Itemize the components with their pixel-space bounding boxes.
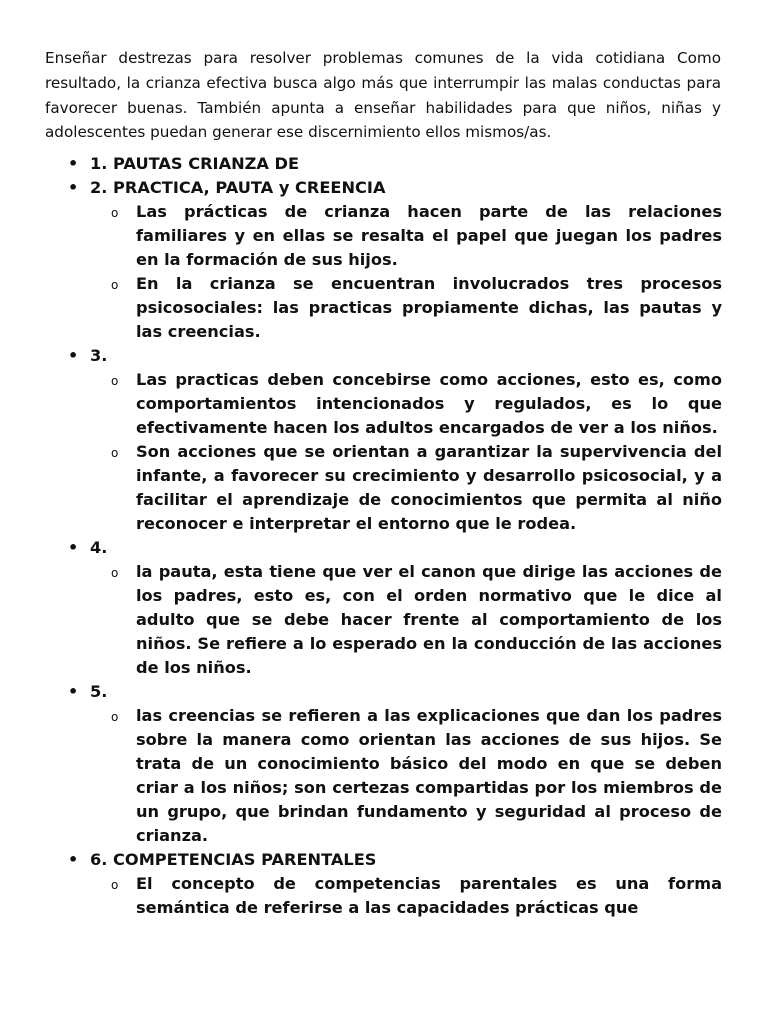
sub-list-item — [111, 368, 722, 440]
sub-list-item — [111, 872, 722, 920]
sub-list-item-text: la pauta, esta tiene que ver el canon que dirige las acciones de los padres, esto es, con el orden normativo que le dice al adulto que se debe hacer frente al comportamiento de los niños. Se refiere a lo esperado en la conducción de las acciones de los niños. — [136, 562, 722, 677]
outline-item — [0, 176, 722, 344]
bullet-icon: • — [68, 682, 79, 701]
circle-bullet-icon: o — [111, 278, 119, 292]
sub-list-item-text: Son acciones que se orientan a garantizar la supervivencia del infante, a favorecer su crecimiento y desarrollo psicosocial, y a facilitar el aprendizaje de conocimientos que permita al niño reconocer e interpretar el entorno que le rodea. — [136, 442, 722, 533]
intro-paragraph: Enseñar destrezas para resolver problemas comunes de la vida cotidiana Como resultado, la crianza efectiva busca algo más que interrumpir las malas conductas para favorecer buenas. También apunta a enseñar habilidades para que niños, niñas y adolescentes puedan generar ese discernimiento ellos mismos/as. — [45, 49, 721, 142]
sub-list-item-text: En la crianza se encuentran involucrados tres procesos psicosociales: las practicas propiamente dichas, las pautas y las creencias. — [136, 274, 722, 341]
outline-item — [0, 536, 722, 680]
sub-list-item-text: El concepto de competencias parentales es una forma semántica de referirse a las capacidades prácticas que — [136, 874, 722, 917]
circle-bullet-icon: o — [111, 374, 119, 388]
outline-item-title: 3. — [90, 346, 108, 365]
circle-bullet-icon: o — [111, 206, 119, 220]
outline-item-title: 1. PAUTAS CRIANZA DE — [90, 154, 300, 173]
bullet-icon: • — [68, 538, 79, 557]
sub-list-item-text: las creencias se refieren a las explicaciones que dan los padres sobre la manera como orientan las acciones de sus hijos. Se trata de un conocimiento básico del modo en que se deben criar a los niños; son certezas compartidas por los miembros de un grupo, que brindan fundamento y seguridad al proceso de crianza. — [136, 706, 722, 845]
sub-list-item — [111, 560, 722, 680]
circle-bullet-icon: o — [111, 710, 119, 724]
sub-list-item-text: Las prácticas de crianza hacen parte de las relaciones familiares y en ellas se resalta el papel que juegan los padres en la formación de sus hijos. — [136, 202, 722, 269]
sub-list — [90, 872, 722, 920]
circle-bullet-icon: o — [111, 446, 119, 460]
circle-bullet-icon: o — [111, 566, 119, 580]
outline-item — [0, 152, 722, 176]
sub-list — [90, 200, 722, 344]
bullet-icon: • — [68, 850, 79, 869]
bullet-icon: • — [68, 154, 79, 173]
sub-list-item — [111, 200, 722, 272]
sub-list — [90, 560, 722, 680]
outline-list — [0, 152, 768, 920]
outline-item-title: 2. PRACTICA, PAUTA y CREENCIA — [90, 178, 386, 197]
sub-list-item-text: Las practicas deben concebirse como acciones, esto es, como comportamientos intencionados y regulados, es lo que efectivamente hacen los adultos encargados de ver a los niños. — [136, 370, 722, 437]
sub-list — [90, 704, 722, 848]
outline-item-title: 5. — [90, 682, 108, 701]
sub-list-item — [111, 704, 722, 848]
sub-list-item — [111, 440, 722, 536]
sub-list-item — [111, 272, 722, 344]
outline-item — [0, 680, 722, 848]
bullet-icon: • — [68, 178, 79, 197]
outline-item — [0, 344, 722, 536]
sub-list — [90, 368, 722, 536]
circle-bullet-icon: o — [111, 878, 119, 892]
outline-item-title: 6. COMPETENCIAS PARENTALES — [90, 850, 377, 869]
bullet-icon: • — [68, 346, 79, 365]
outline-item-title: 4. — [90, 538, 108, 557]
outline-item — [0, 848, 722, 920]
